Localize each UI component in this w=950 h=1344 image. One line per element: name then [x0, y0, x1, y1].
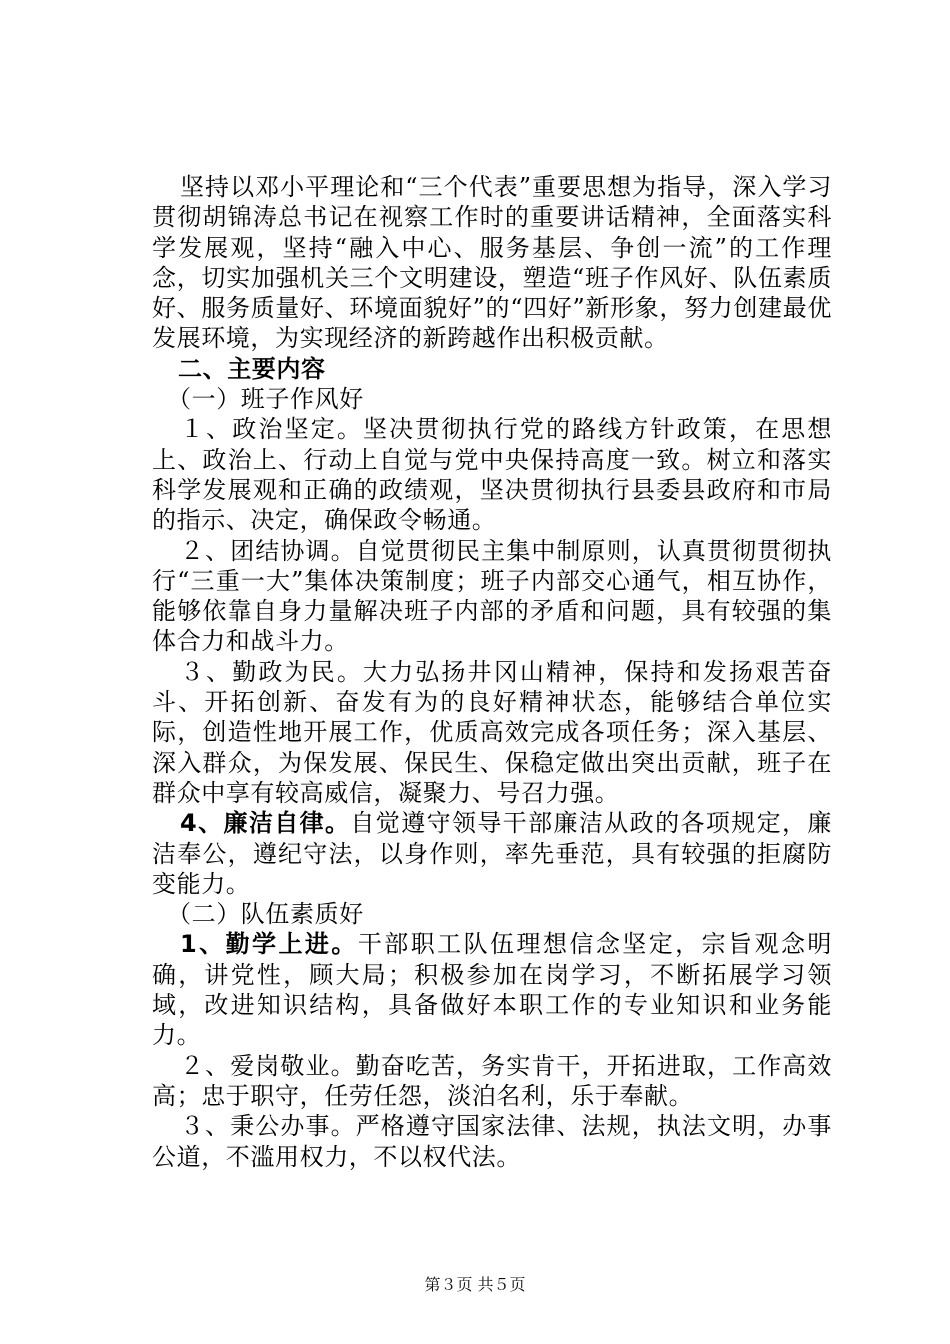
- intro-paragraph: 坚持以邓小平理论和“三个代表”重要思想为指导，深入学习贯彻胡锦涛总书记在视察工作时的重要讲话精神，全面落实科学发展观，坚持“融入中心、服务基层、争创一流”的工作理念，切实加强机关三个文明建设，塑造“班子作风好、队伍素质好、服务质量好、环境面貌好”的“四好”新形象，努力创建最优发展环境，为实现经济的新跨越作出积极贡献。: [152, 173, 832, 353]
- page-footer: 第３页 共５页: [424, 1275, 526, 1294]
- item-impartiality: ３、秉公办事。严格遵守国家法律、法规，执法文明，办事公道，不滥用权力，不以权代法。: [152, 1112, 832, 1171]
- subsection-heading-team-quality: （二）队伍素质好: [167, 900, 364, 929]
- item-diligent-learning-lead: 1、勤学上进。: [180, 930, 358, 959]
- item-integrity-lead: 4、廉洁自律。: [180, 809, 351, 838]
- item-diligent-learning-text: 干部职工队伍理想信念坚定，宗旨观念明确，讲党性，顾大局；积极参加在岗学习，不断拓展学习领域，改进知识结构，具备做好本职工作的专业知识和业务能力。: [152, 930, 832, 1050]
- document-body: [152, 172, 832, 1172]
- item-dedication: ２、爱岗敬业。勤奋吃苦，务实肯干，开拓进取，工作高效高；忠于职守，任劳任怨，淡泊名利，乐于奉献。: [152, 1051, 832, 1110]
- item-diligent-governance: ３、勤政为民。大力弘扬井冈山精神，保持和发扬艰苦奋斗、开拓创新、奋发有为的良好精神状态，能够结合单位实际，创造性地开展工作，优质高效完成各项任务；深入基层、深入群众，为保发展、保民生、保稳定做出突出贡献，班子在群众中享有较高威信，凝聚力、号召力强。: [152, 657, 832, 807]
- item-integrity-text: 自觉遵守领导干部廉洁从政的各项规定，廉洁奉公，遵纪守法，以身作则，率先垂范，具有较强的拒腐防变能力。: [152, 809, 832, 898]
- subsection-heading-leadership: （一）班子作风好: [167, 385, 364, 414]
- item-political-firmness: １、政治坚定。坚决贯彻执行党的路线方针政策，在思想上、政治上、行动上自觉与党中央保持高度一致。树立和落实科学发展观和正确的政绩观，坚决贯彻执行县委县政府和市局的指示、决定，确保政令畅通。: [152, 415, 832, 535]
- item-diligent-learning: [152, 929, 832, 1050]
- item-integrity: [152, 808, 832, 899]
- item-unity-coordination: ２、团结协调。自觉贯彻民主集中制原则，认真贯彻贯彻执行“三重一大”集体决策制度；班子内部交心通气，相互协作，能够依靠自身力量解决班子内部的矛盾和问题，具有较强的集体合力和战斗力。: [152, 536, 832, 656]
- section-heading-main-content: 二、主要内容: [178, 354, 326, 383]
